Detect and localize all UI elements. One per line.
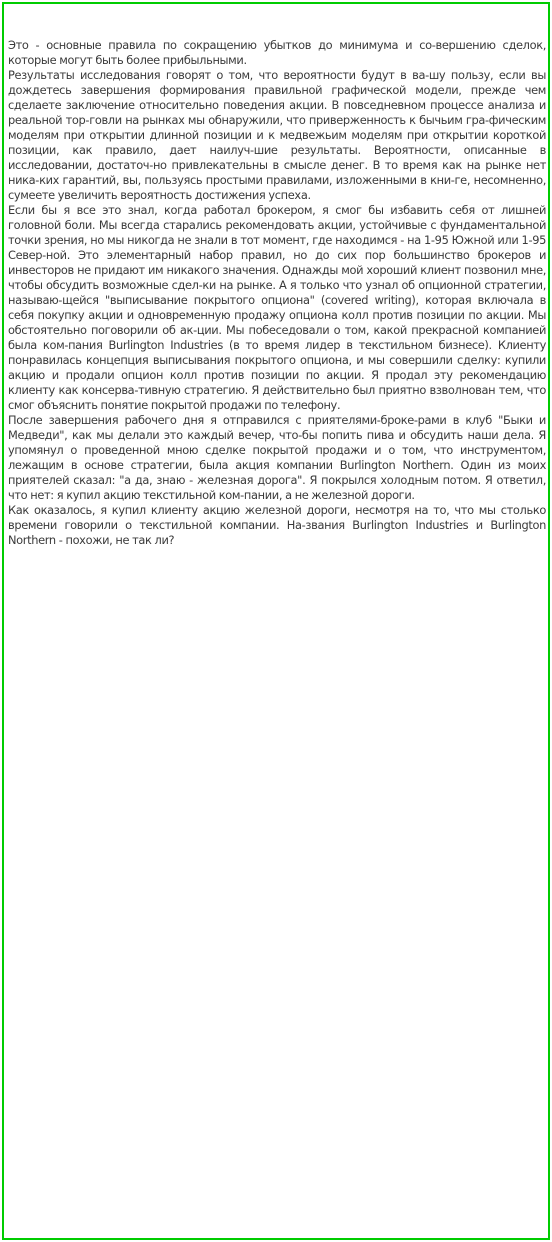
paragraph-3: Если бы я все это знал, когда работал брокером, я смог бы избавить себя от лишней головной боли. Мы всегда старались рекомендовать акции, устойчивые с фундаментальной точки зрения, но мы никогда не знали в тот момент, где находимся - на 1-95 Южной или 1-95 Север-ной. Это элементарный набор правил, но до сих пор большинство брокеров и инвесторов не придают им никакого значения. Однажды мой хороший клиент позвонил мне, чтобы обсудить возможные сдел-ки на рынке. А я только что узнал об опционной стратегии, называю-щейся "выписывание покрытого опциона" (covered writing), которая включала в себя покупку акции и одновременную продажу опциона колл против позиции по акции. Мы обстоятельно поговорили об ак-ции. Мы побеседовали о том, какой прекрасной компанией была ком-пания Burlington Industries (в то время лидер в текстильном бизнесе). Клиенту понравилась концепция выписывания покрытого опциона, и мы совершили сделку: купили акцию и продали опцион колл против позиции по акции. Я продал эту рекомендацию клиенту как консерва-тивную стратегию. Я действительно был приятно взволнован тем, что смог объяснить понятие покрытой продажи по телефону. [8, 203, 546, 412]
paragraph-1: Это - основные правила по сокращению убытков до минимума и со-вершению сделок, которые могут быть более прибыльными. [8, 38, 546, 67]
paragraph-4: После завершения рабочего дня я отправился с приятелями-броке-рами в клуб "Быки и Медведи", как мы делали это каждый вечер, что-бы попить пива и обсудить наши дела. Я упомянул о проведенной мною сделке покрытой продажи и о том, что инструментом, лежащим в основе стратегии, была акция компании Burlington Northern. Один из моих приятелей сказал: "а да, знаю - железная дорога". Я покрылся холодным потом. Я ответил, что нет: я купил акцию текстильной ком-пании, а не железной дороги. [8, 413, 546, 502]
content-frame [2, 2, 550, 1240]
paragraph-2: Результаты исследования говорят о том, что вероятности будут в ва-шу пользу, если вы дождетесь завершения формирования правильной графической модели, прежде чем сделаете заключение относительно поведения акции. В повседневном процессе анализа и реальной тор-говли на рынках мы обнаружили, что приверженность к бычьим гра-фическим моделям при открытии длинной позиции и к медвежьим моделям при открытии короткой позиции, как правило, дает наилуч-шие результаты. Вероятности, описанные в исследовании, достаточ-но привлекательны в смысле денег. В то время как на рынке нет ника-ких гарантий, вы, пользуясь простыми правилами, изложенными в кни-ге, несомненно, сумеете увеличить вероятность достижения успеха. [8, 68, 546, 202]
article-text [8, 38, 546, 548]
paragraph-5: Как оказалось, я купил клиенту акцию железной дороги, несмотря на то, что мы столько времени говорили о текстильной компании. На-звания Burlington Industries и Burlington Northern - похожи, не так ли? [8, 503, 546, 547]
